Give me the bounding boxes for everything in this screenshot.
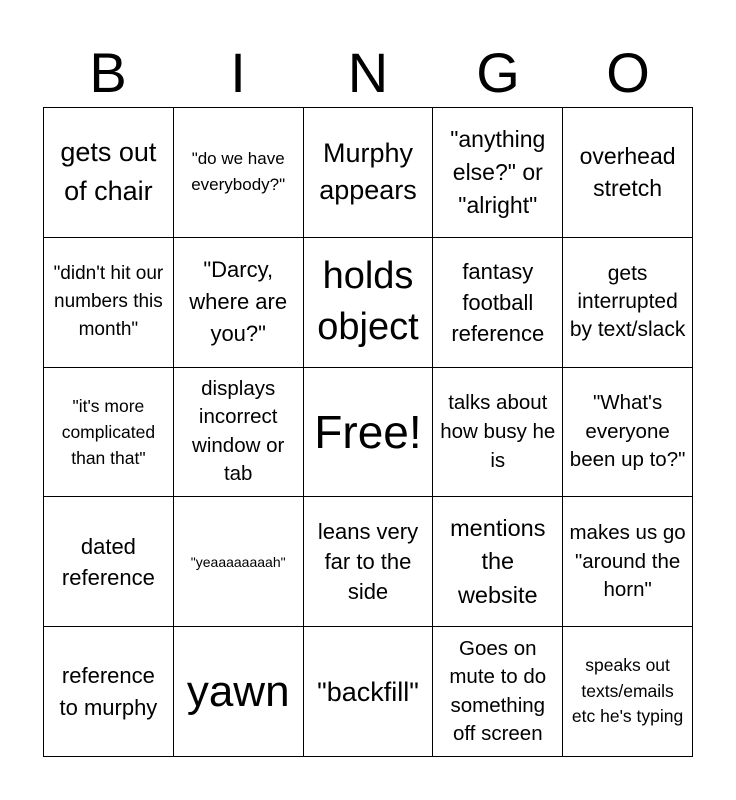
bingo-cell[interactable]	[174, 238, 304, 368]
header-letter-o: O	[606, 41, 650, 104]
bingo-cell[interactable]	[433, 368, 563, 498]
cell-text: gets out of chair	[60, 137, 157, 207]
cell-text: speaks out texts/emails etc he's typing	[571, 655, 684, 727]
cell-text: overhead stretch	[579, 143, 676, 202]
cell-text: "What's everyone been up to?"	[569, 391, 686, 472]
bingo-grid	[43, 107, 693, 757]
bingo-cell[interactable]	[563, 108, 693, 238]
cell-text: "backfill"	[317, 676, 419, 707]
bingo-cell[interactable]	[304, 368, 434, 498]
bingo-cell[interactable]	[563, 368, 693, 498]
cell-text: holds object	[317, 255, 419, 349]
header-letter-n: N	[347, 41, 389, 104]
bingo-cell[interactable]	[174, 627, 304, 757]
cell-text: "do we have everybody?"	[191, 149, 286, 195]
cell-text: "it's more complicated than that"	[61, 395, 156, 468]
bingo-cell[interactable]	[174, 368, 304, 498]
cell-text: "anything else?" or "alright"	[450, 125, 546, 218]
cell-text: "Darcy, where are you?"	[189, 257, 288, 347]
cell-text: talks about how busy he is	[440, 391, 556, 473]
bingo-header	[43, 38, 693, 108]
cell-text: reference to murphy	[59, 663, 158, 720]
bingo-cell[interactable]	[304, 238, 434, 368]
bingo-cell[interactable]	[174, 108, 304, 238]
bingo-cell[interactable]	[563, 627, 693, 757]
bingo-cell[interactable]	[44, 368, 174, 498]
bingo-cell[interactable]	[433, 627, 563, 757]
bingo-cell[interactable]	[304, 627, 434, 757]
cell-text: "didn't hit our numbers this month"	[53, 263, 164, 341]
cell-text: Free!	[314, 405, 422, 458]
cell-text: Goes on mute to do something off screen	[449, 636, 547, 746]
cell-text: fantasy football reference	[451, 258, 545, 346]
cell-text: mentions the website	[450, 514, 546, 608]
cell-text: gets interrupted by text/slack	[569, 262, 686, 342]
cell-text: leans very far to the side	[317, 518, 419, 604]
bingo-cell[interactable]	[304, 497, 434, 627]
cell-text: displays incorrect window or tab	[192, 376, 285, 486]
bingo-cell[interactable]	[44, 627, 174, 757]
bingo-cell[interactable]	[174, 497, 304, 627]
bingo-cell[interactable]	[304, 108, 434, 238]
cell-text: "yeaaaaaaaah"	[190, 553, 286, 570]
header-letter-i: I	[230, 41, 246, 104]
bingo-cell[interactable]	[433, 108, 563, 238]
cell-text: Murphy appears	[319, 138, 417, 206]
bingo-cell[interactable]	[563, 238, 693, 368]
header-letter-b: B	[89, 41, 127, 104]
bingo-cell[interactable]	[44, 497, 174, 627]
cell-text: dated reference	[61, 533, 155, 590]
cell-text: makes us go "around the horn"	[569, 521, 686, 602]
bingo-cell[interactable]	[563, 497, 693, 627]
bingo-cell[interactable]	[433, 238, 563, 368]
bingo-cell[interactable]	[44, 108, 174, 238]
bingo-cell[interactable]	[44, 238, 174, 368]
bingo-cell[interactable]	[433, 497, 563, 627]
cell-text: yawn	[186, 666, 290, 716]
header-letter-g: G	[476, 41, 520, 104]
